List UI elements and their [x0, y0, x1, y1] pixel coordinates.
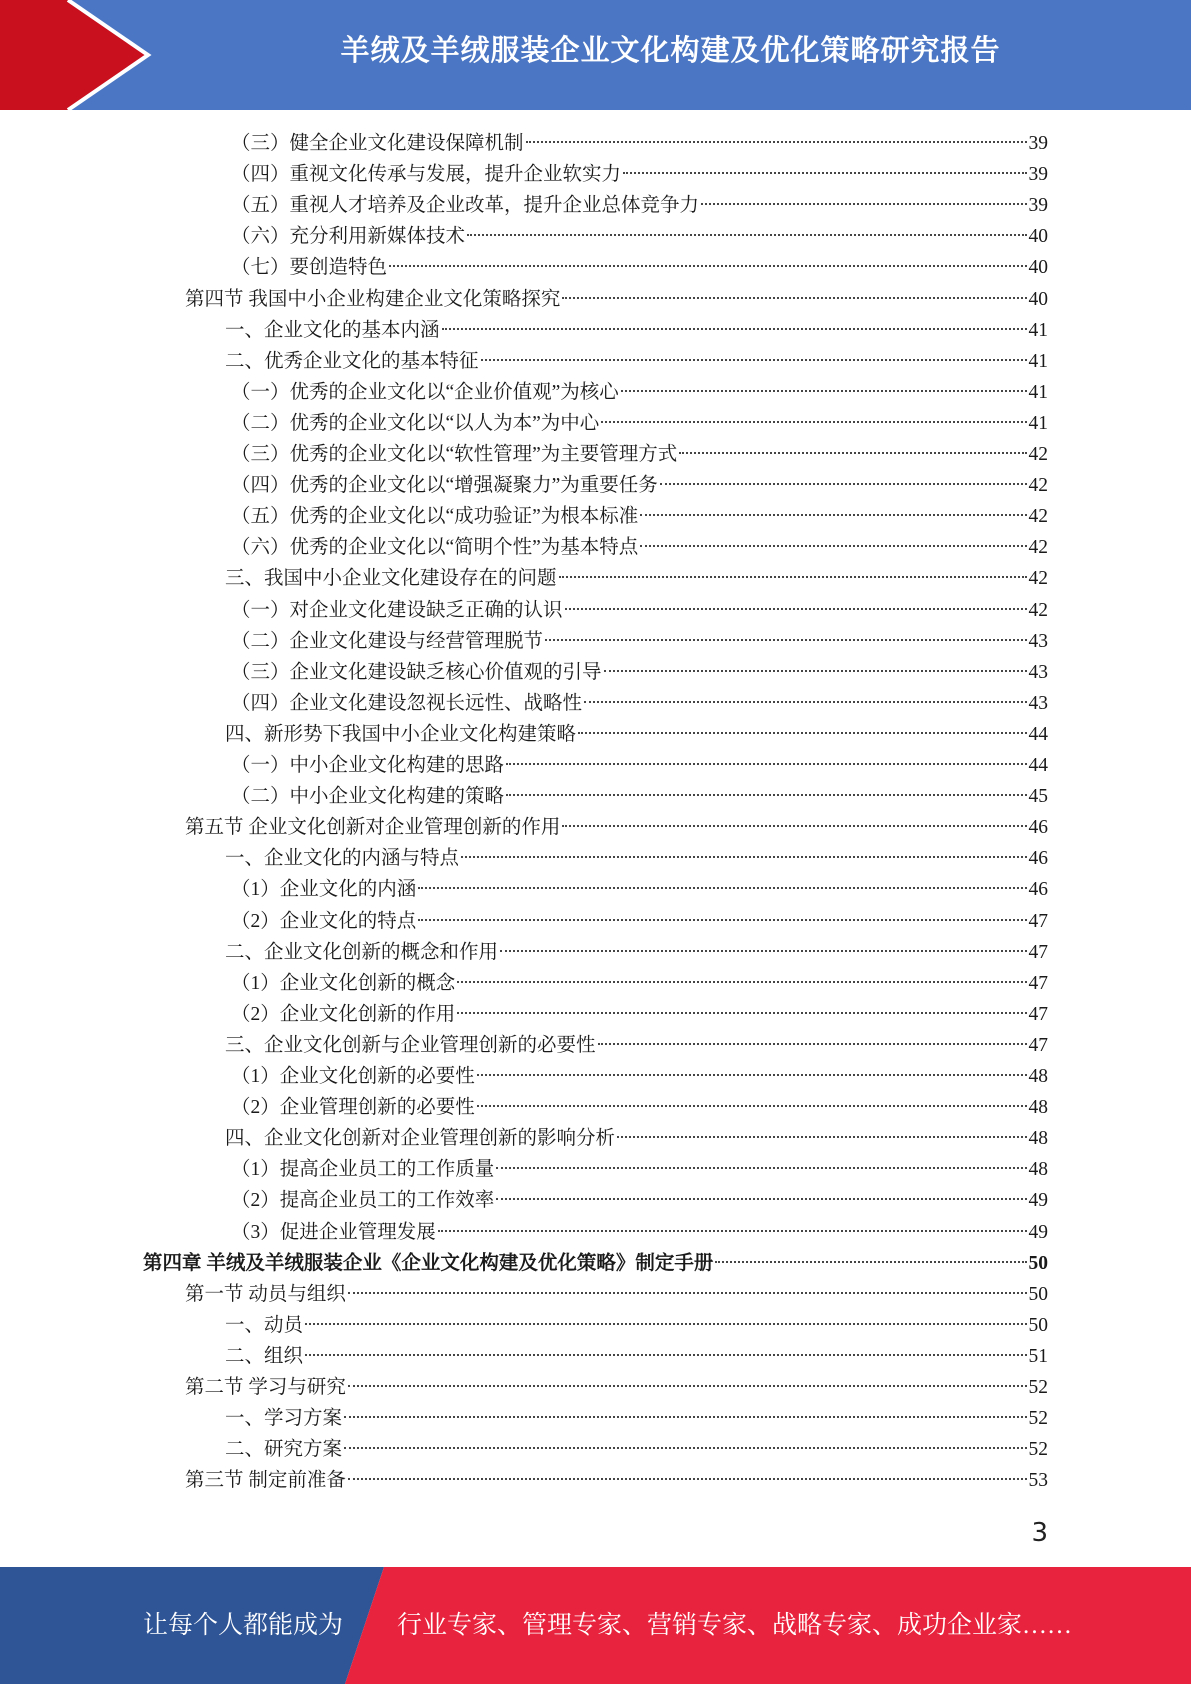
toc-entry-page: 43 — [1028, 630, 1048, 652]
toc-dot-leader — [418, 919, 1026, 921]
toc-dot-leader — [344, 1447, 1026, 1449]
toc-entry[interactable] — [225, 563, 1048, 594]
toc-entry[interactable] — [231, 595, 1048, 626]
toc-entry[interactable] — [231, 968, 1048, 999]
toc-dot-leader — [506, 794, 1026, 796]
toc-entry-title: （1）提高企业员工的工作质量 — [231, 1159, 495, 1181]
toc-entry-title: （3）促进企业管理发展 — [231, 1221, 436, 1243]
toc-dot-leader — [496, 1167, 1026, 1169]
toc-entry-page: 42 — [1028, 475, 1048, 497]
page-number: 3 — [1031, 1518, 1048, 1548]
toc-entry-title: 一、企业文化的内涵与特点 — [225, 848, 460, 870]
toc-entry-title: （五）重视人才培养及企业改革，提升企业总体竞争力 — [231, 195, 700, 217]
toc-entry[interactable] — [231, 1154, 1048, 1185]
toc-entry[interactable] — [185, 1279, 1048, 1310]
toc-dot-leader — [500, 950, 1026, 952]
toc-entry-page: 40 — [1028, 226, 1048, 248]
toc-dot-leader — [442, 328, 1027, 330]
toc-entry[interactable] — [185, 1372, 1048, 1403]
toc-entry[interactable] — [231, 128, 1048, 159]
toc-entry-page: 43 — [1028, 692, 1048, 714]
toc-entry-page: 39 — [1028, 195, 1048, 217]
toc-entry-page: 46 — [1028, 879, 1048, 901]
toc-entry[interactable] — [185, 1465, 1048, 1496]
toc-dot-leader — [461, 856, 1026, 858]
toc-entry-title: （一）优秀的企业文化以“企业价值观”为核心 — [231, 381, 619, 403]
toc-dot-leader — [562, 825, 1026, 827]
toc-entry[interactable] — [231, 750, 1048, 781]
toc-entry[interactable] — [143, 1248, 1048, 1279]
toc-entry[interactable] — [225, 1403, 1048, 1434]
toc-dot-leader — [562, 297, 1026, 299]
toc-dot-leader — [598, 1043, 1027, 1045]
toc-dot-leader — [701, 203, 1026, 205]
toc-entry-title: （六）优秀的企业文化以“简明个性”为基本特点 — [231, 537, 639, 559]
toc-entry-title: 二、企业文化创新的概念和作用 — [225, 941, 499, 963]
toc-dot-leader — [344, 1416, 1026, 1418]
toc-entry-page: 52 — [1028, 1408, 1048, 1430]
toc-entry[interactable] — [231, 532, 1048, 563]
toc-entry-page: 44 — [1028, 755, 1048, 776]
toc-entry-title: 二、优秀企业文化的基本特征 — [225, 350, 479, 372]
toc-dot-leader — [305, 1354, 1026, 1356]
toc-entry[interactable] — [231, 439, 1048, 470]
toc-dot-leader — [715, 1261, 1026, 1263]
toc-entry-title: （二）中小企业文化构建的策略 — [231, 786, 505, 808]
toc-entry-title: （二）企业文化建设与经营管理脱节 — [231, 630, 544, 652]
toc-entry[interactable] — [231, 159, 1048, 190]
toc-dot-leader — [621, 390, 1027, 392]
toc-entry-page: 42 — [1028, 444, 1048, 465]
toc-dot-leader — [604, 670, 1027, 672]
toc-entry-page: 42 — [1028, 506, 1048, 528]
toc-entry-page: 41 — [1028, 350, 1048, 372]
toc-entry-page: 50 — [1028, 1252, 1048, 1274]
toc-dot-leader — [348, 1478, 1027, 1480]
toc-entry[interactable] — [225, 1030, 1048, 1061]
toc-dot-leader — [418, 887, 1026, 889]
toc-entry-page: 47 — [1028, 1003, 1048, 1025]
toc-entry-page: 52 — [1028, 1439, 1048, 1461]
toc-entry-title: （1）企业文化的内涵 — [231, 879, 417, 901]
toc-dot-leader — [506, 763, 1026, 765]
toc-entry-page: 43 — [1028, 661, 1048, 683]
toc-dot-leader — [496, 1198, 1026, 1200]
toc-entry-title: 第四章 羊绒及羊绒服装企业《企业文化构建及优化策略》制定手册 — [143, 1252, 714, 1274]
toc-entry-page: 42 — [1028, 599, 1048, 621]
toc-dot-leader — [438, 1230, 1027, 1232]
toc-entry[interactable] — [231, 408, 1048, 439]
toc-dot-leader — [578, 732, 1026, 734]
toc-entry[interactable] — [225, 315, 1048, 346]
toc-entry[interactable] — [225, 719, 1048, 750]
toc-entry-title: 第五节 企业文化创新对企业管理创新的作用 — [185, 817, 561, 839]
toc-dot-leader — [679, 452, 1026, 454]
toc-entry-page: 52 — [1028, 1377, 1048, 1398]
toc-dot-leader — [348, 1385, 1027, 1387]
toc-entry-title: （三）健全企业文化建设保障机制 — [231, 133, 524, 154]
toc-dot-leader — [640, 514, 1026, 516]
toc-entry-title: （七）要创造特色 — [231, 257, 388, 279]
footer-banner — [0, 1567, 1191, 1684]
toc-entry-title: 第二节 学习与研究 — [185, 1377, 346, 1398]
toc-entry[interactable] — [231, 190, 1048, 221]
toc-entry[interactable] — [231, 1217, 1048, 1248]
toc-entry[interactable] — [225, 843, 1048, 874]
toc-entry[interactable] — [225, 1310, 1048, 1341]
toc-entry-page: 45 — [1028, 786, 1048, 808]
toc-entry-page: 48 — [1028, 1097, 1048, 1119]
toc-dot-leader — [565, 608, 1027, 610]
toc-entry-title: （五）优秀的企业文化以“成功验证”为根本标准 — [231, 506, 639, 528]
toc-entry[interactable] — [231, 377, 1048, 408]
toc-entry-title: 四、企业文化创新对企业管理创新的影响分析 — [225, 1128, 616, 1150]
toc-entry-title: （2）企业管理创新的必要性 — [231, 1097, 475, 1119]
toc-entry-page: 47 — [1028, 941, 1048, 963]
toc-entry-page: 41 — [1028, 412, 1048, 434]
toc-dot-leader — [457, 981, 1026, 983]
toc-dot-leader — [601, 421, 1026, 423]
toc-dot-leader — [623, 172, 1026, 174]
toc-entry-page: 42 — [1028, 568, 1048, 590]
toc-entry-page: 40 — [1028, 257, 1048, 279]
toc-entry[interactable] — [185, 284, 1048, 315]
toc-entry[interactable] — [231, 626, 1048, 657]
toc-dot-leader — [481, 359, 1027, 361]
toc-entry[interactable] — [231, 688, 1048, 719]
toc-dot-leader — [545, 639, 1026, 641]
toc-entry-title: 四、新形势下我国中小企业文化构建策略 — [225, 723, 577, 745]
toc-dot-leader — [559, 576, 1027, 578]
toc-dot-leader — [389, 265, 1026, 267]
toc-entry-title: （四）重视文化传承与发展，提升企业软实力 — [231, 164, 622, 186]
toc-entry-title: （三）优秀的企业文化以“软性管理”为主要管理方式 — [231, 444, 678, 465]
toc-entry-page: 47 — [1028, 1034, 1048, 1056]
toc-entry[interactable] — [231, 252, 1048, 283]
toc-entry-title: （1）企业文化创新的必要性 — [231, 1066, 475, 1087]
toc-entry-page: 46 — [1028, 817, 1048, 839]
toc-entry-title: （一）中小企业文化构建的思路 — [231, 755, 505, 776]
toc-entry-title: 第三节 制定前准备 — [185, 1470, 346, 1492]
toc-entry-page: 51 — [1028, 1345, 1048, 1367]
toc-entry-title: 二、组织 — [225, 1345, 304, 1367]
toc-entry-title: 一、动员 — [225, 1314, 304, 1336]
toc-dot-leader — [526, 141, 1027, 143]
toc-entry-title: （一）对企业文化建设缺乏正确的认识 — [231, 599, 563, 621]
toc-entry[interactable] — [231, 470, 1048, 501]
toc-entry-page: 49 — [1028, 1190, 1048, 1212]
toc-entry[interactable] — [231, 999, 1048, 1030]
toc-entry[interactable] — [231, 221, 1048, 252]
toc-entry-page: 39 — [1028, 164, 1048, 186]
toc-entry[interactable] — [231, 1185, 1048, 1216]
toc-dot-leader — [640, 545, 1026, 547]
toc-entry-page: 47 — [1028, 972, 1048, 994]
toc-entry-title: （2）企业文化的特点 — [231, 910, 417, 932]
toc-entry-title: （四）优秀的企业文化以“增强凝聚力”为重要任务 — [231, 475, 658, 497]
toc-entry-page: 49 — [1028, 1221, 1048, 1243]
toc-entry-title: （2）企业文化创新的作用 — [231, 1003, 456, 1025]
toc-dot-leader — [477, 1074, 1027, 1076]
toc-entry-page: 48 — [1028, 1128, 1048, 1150]
toc-entry-title: 一、企业文化的基本内涵 — [225, 319, 440, 341]
toc-dot-leader — [477, 1105, 1027, 1107]
document-title: 羊绒及羊绒服装企业文化构建及优化策略研究报告 — [340, 33, 1001, 67]
toc-entry[interactable] — [225, 1123, 1048, 1154]
toc-entry-title: （三）企业文化建设缺乏核心价值观的引导 — [231, 661, 602, 683]
toc-entry-page: 48 — [1028, 1159, 1048, 1181]
toc-dot-leader — [660, 483, 1027, 485]
header-bar — [0, 0, 1191, 110]
toc-dot-leader — [467, 234, 1026, 236]
footer-slogan-right: 行业专家、管理专家、营销专家、战略专家、成功企业家…… — [397, 1612, 1073, 1639]
toc-entry-page: 50 — [1028, 1314, 1048, 1336]
toc-entry-title: （二）优秀的企业文化以“以人为本”为中心 — [231, 412, 600, 434]
toc-entry-page: 47 — [1028, 910, 1048, 932]
toc-entry-title: （1）企业文化创新的概念 — [231, 972, 456, 994]
toc-entry[interactable] — [225, 937, 1048, 968]
toc-dot-leader — [348, 1292, 1027, 1294]
toc-entry[interactable] — [225, 1434, 1048, 1465]
toc-entry[interactable] — [231, 1092, 1048, 1123]
toc-entry[interactable] — [231, 906, 1048, 937]
toc-dot-leader — [584, 701, 1026, 703]
toc-dot-leader — [617, 1136, 1026, 1138]
toc-entry-page: 46 — [1028, 848, 1048, 870]
toc-entry-title: 三、我国中小企业文化建设存在的问题 — [225, 568, 557, 590]
toc-entry-page: 39 — [1028, 133, 1048, 154]
footer-slogan-left: 让每个人都能成为 — [143, 1612, 344, 1639]
toc-entry[interactable] — [231, 657, 1048, 688]
toc-dot-leader — [457, 1012, 1026, 1014]
toc-entry[interactable] — [225, 346, 1048, 377]
toc-entry-title: 第一节 动员与组织 — [185, 1283, 346, 1305]
toc-entry-page: 41 — [1028, 381, 1048, 403]
toc-entry[interactable] — [231, 781, 1048, 812]
toc-entry-page: 44 — [1028, 723, 1048, 745]
toc-entry[interactable] — [231, 874, 1048, 905]
toc-entry-page: 42 — [1028, 537, 1048, 559]
toc-entry[interactable] — [185, 812, 1048, 843]
toc-entry-page: 40 — [1028, 288, 1048, 310]
toc-entry[interactable] — [231, 501, 1048, 532]
toc-entry-title: 一、学习方案 — [225, 1408, 343, 1430]
toc-entry-title: （四）企业文化建设忽视长远性、战略性 — [231, 692, 583, 714]
toc-entry[interactable] — [225, 1341, 1048, 1372]
toc-entry-title: （六）充分利用新媒体技术 — [231, 226, 466, 248]
toc-entry-title: （2）提高企业员工的工作效率 — [231, 1190, 495, 1212]
toc-entry[interactable] — [231, 1061, 1048, 1092]
toc-entry-page: 41 — [1028, 319, 1048, 341]
toc-entry-page: 48 — [1028, 1066, 1048, 1087]
toc-entry-title: 第四节 我国中小企业构建企业文化策略探究 — [185, 288, 561, 310]
toc-entry-page: 50 — [1028, 1283, 1048, 1305]
toc-entry-page: 53 — [1028, 1470, 1048, 1492]
toc-dot-leader — [305, 1323, 1026, 1325]
toc-entry-title: 二、研究方案 — [225, 1439, 343, 1461]
toc-entry-title: 三、企业文化创新与企业管理创新的必要性 — [225, 1034, 596, 1056]
